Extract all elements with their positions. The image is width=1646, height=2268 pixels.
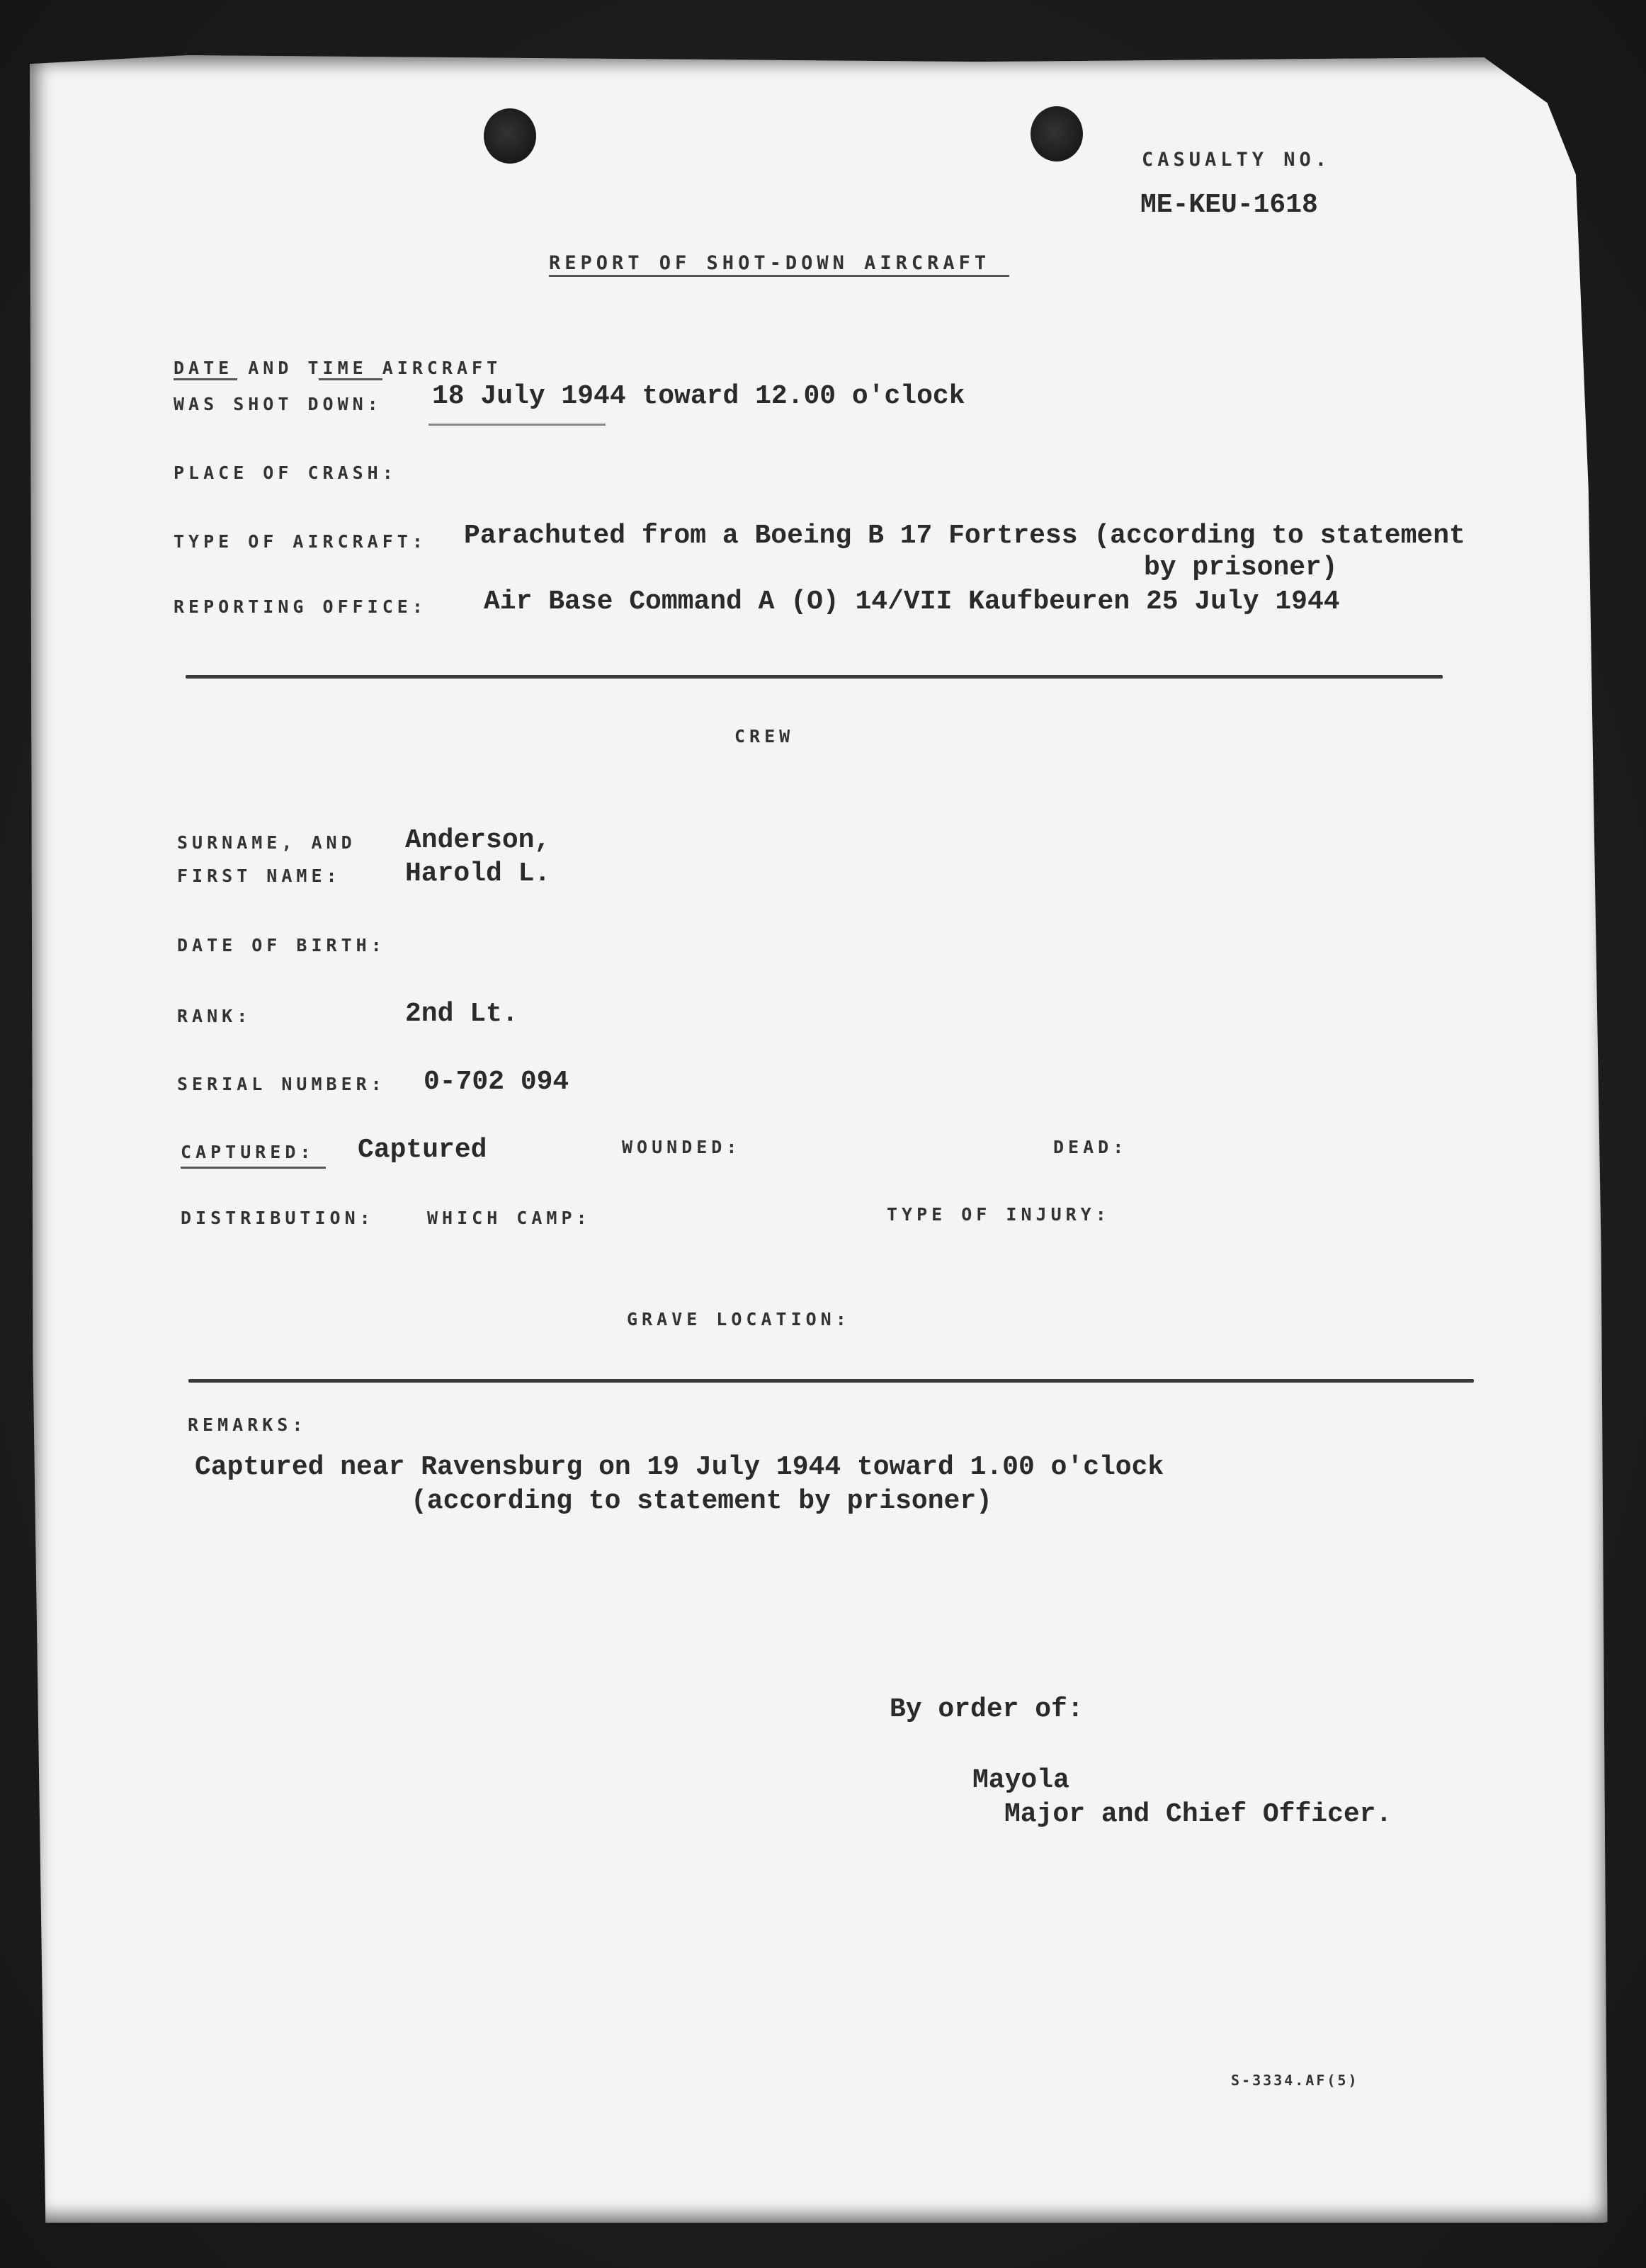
wounded-label: WOUNDED: — [622, 1137, 742, 1157]
remarks-label: REMARKS: — [188, 1414, 307, 1435]
rank-value: 2nd Lt. — [405, 999, 518, 1029]
place-of-crash-label: PLACE OF CRASH: — [174, 463, 397, 483]
date-time-label-line2: WAS SHOT DOWN: — [174, 394, 382, 414]
dead-label: DEAD: — [1053, 1137, 1128, 1157]
time-underline — [319, 378, 382, 380]
reporting-office-value: Air Base Command A (O) 14/VII Kaufbeuren 25 July 1944 — [484, 586, 1340, 617]
date-underline — [174, 378, 237, 380]
first-name-label: FIRST NAME: — [177, 866, 341, 886]
form-number: S-3334.AF(5) — [1231, 2072, 1359, 2089]
captured-value: Captured — [358, 1135, 487, 1165]
signatory-title: Major and Chief Officer. — [1004, 1799, 1392, 1830]
punch-hole-right — [1031, 106, 1083, 161]
rank-label: RANK: — [177, 1006, 252, 1026]
section-divider-bottom — [188, 1379, 1474, 1383]
date-time-value: 18 July 1944 toward 12.00 o'clock — [432, 381, 965, 412]
which-camp-label: WHICH CAMP: — [427, 1208, 591, 1228]
date-time-label-line1: DATE AND TIME AIRCRAFT — [174, 358, 502, 378]
casualty-label: CASUALTY NO. — [1142, 149, 1332, 171]
aircraft-type-value-line2: by prisoner) — [1144, 552, 1338, 583]
remarks-line1: Captured near Ravensburg on 19 July 1944 toward 1.00 o'clock — [195, 1452, 1164, 1482]
captured-label: CAPTURED: — [181, 1142, 315, 1162]
section-divider-top — [186, 675, 1443, 679]
serial-number-label: SERIAL NUMBER: — [177, 1074, 386, 1094]
grave-location-label: GRAVE LOCATION: — [627, 1309, 851, 1329]
captured-underline — [181, 1167, 326, 1169]
serial-number-value: 0-702 094 — [424, 1067, 569, 1097]
surname-label: SURNAME, AND — [177, 832, 356, 853]
surname-value: Anderson, — [405, 825, 551, 856]
report-title: REPORT OF SHOT-DOWN AIRCRAFT — [549, 252, 991, 274]
type-of-injury-label: TYPE OF INJURY: — [887, 1204, 1111, 1225]
by-order-text: By order of: — [890, 1694, 1084, 1725]
aircraft-type-label: TYPE OF AIRCRAFT: — [174, 531, 427, 552]
document-page — [30, 55, 1611, 2223]
punch-hole-left — [484, 108, 536, 164]
title-underline — [549, 275, 1009, 277]
signatory-name: Mayola — [972, 1765, 1069, 1796]
date-of-birth-label: DATE OF BIRTH: — [177, 935, 386, 956]
aircraft-type-value-line1: Parachuted from a Boeing B 17 Fortress (according to statement — [464, 521, 1465, 551]
remarks-line2: (according to statement by prisoner) — [411, 1486, 992, 1516]
crew-heading: CREW — [734, 726, 795, 747]
distribution-label: DISTRIBUTION: — [181, 1208, 375, 1228]
reporting-office-label: REPORTING OFFICE: — [174, 596, 427, 617]
first-name-value: Harold L. — [405, 858, 551, 889]
date-value-underline — [428, 424, 606, 426]
casualty-number: ME-KEU-1618 — [1140, 190, 1318, 220]
